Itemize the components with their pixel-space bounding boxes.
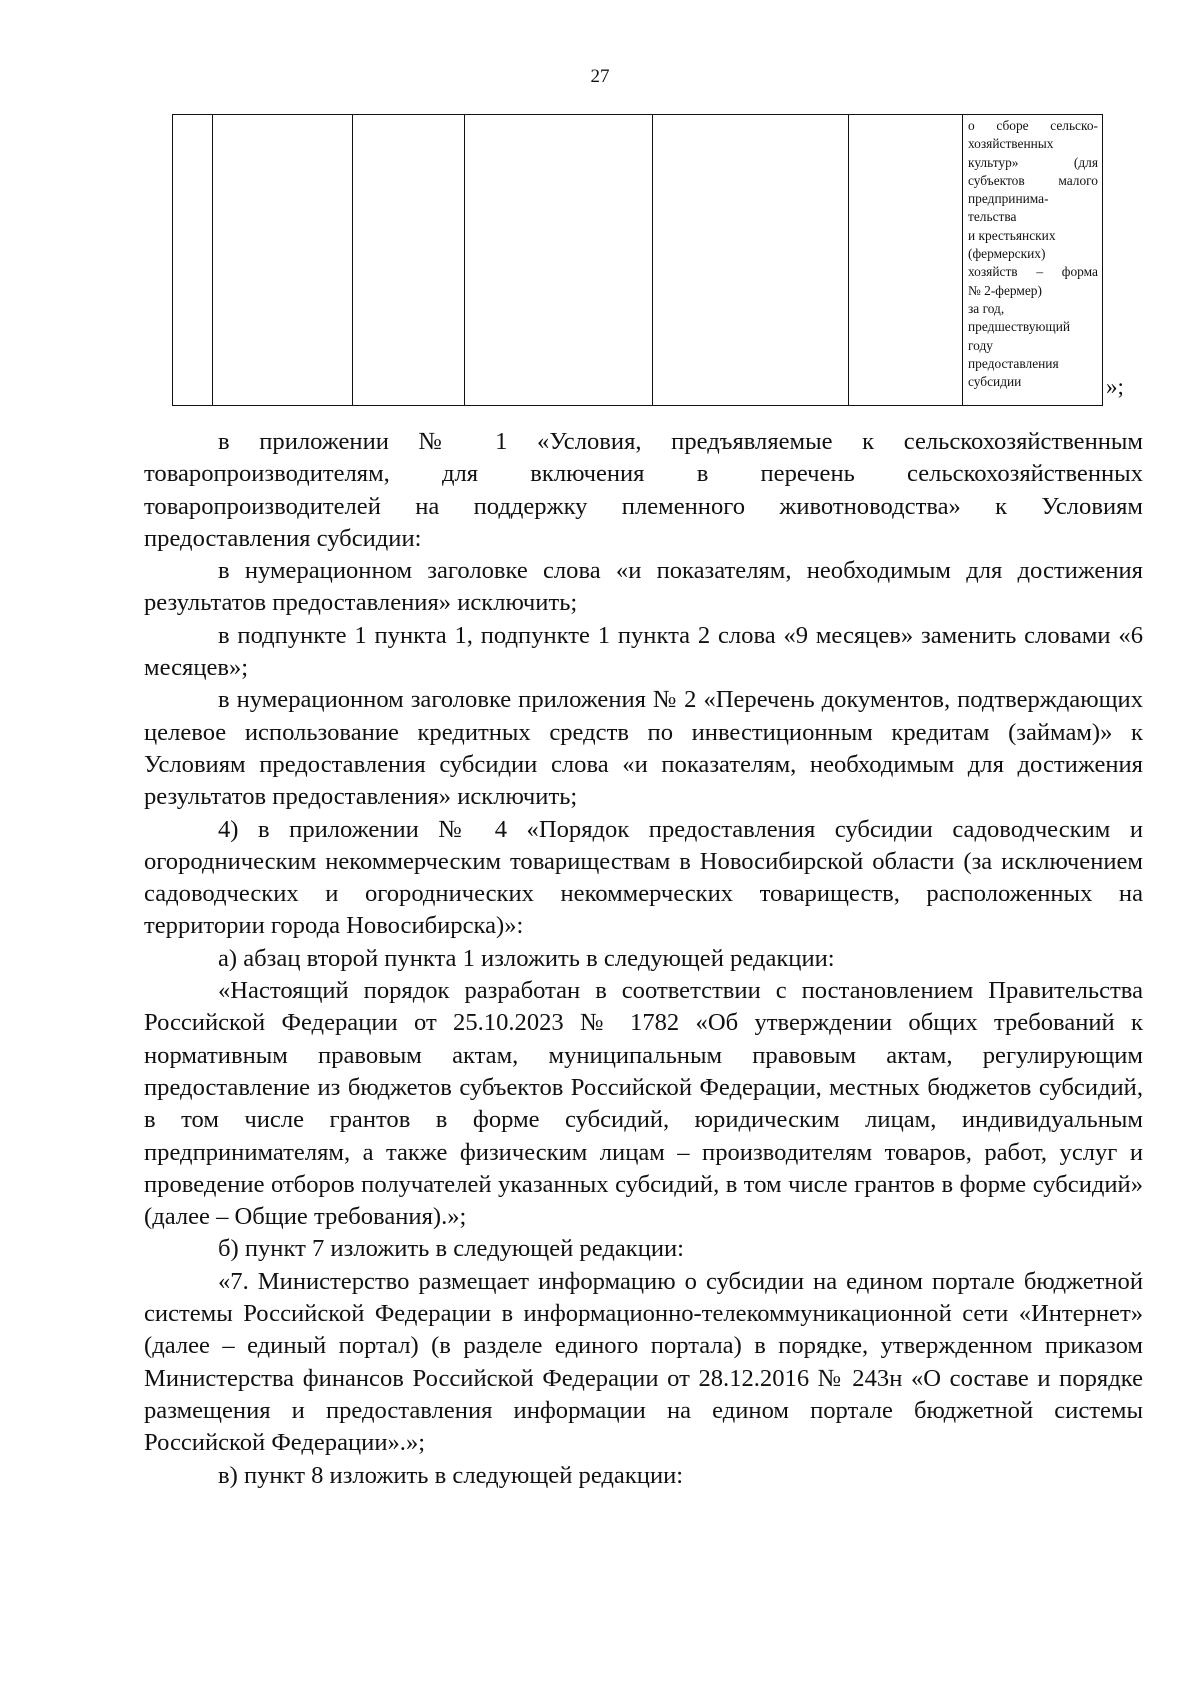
cell-line: (фермерских)	[968, 246, 1046, 262]
cell-line: предоставления	[968, 355, 1059, 371]
cell-line: субсидии	[968, 374, 1022, 390]
cell-line: предшествующий	[968, 319, 1071, 335]
cell-line: предпринима-	[968, 191, 1049, 207]
table-row	[173, 115, 1103, 406]
document-body	[144, 426, 1143, 1492]
table-cell	[173, 115, 213, 406]
table-cell-requirements	[963, 115, 1103, 406]
table-cell	[465, 115, 653, 406]
table-cell	[653, 115, 849, 406]
paragraph: в нумерационном заголовке приложения № 2 «Перечень документов, подтверждающих целевое использование кредитных средств по инвестиционным кредитам (займам)» к Условиям предоставления субсидии слова «и показателям, необходимым для достижения результатов предоставления» исключить;	[144, 686, 1143, 811]
cell-text	[968, 117, 1098, 391]
cell-line: году	[968, 337, 993, 353]
cell-line: хозяйств – форма	[968, 264, 1098, 280]
cell-line: о сборе сельско-	[968, 118, 1098, 133]
paragraph: б) пункт 7 изложить в следующей редакции:	[218, 1235, 685, 1263]
table-cell	[849, 115, 963, 406]
cell-line: хозяйственных	[968, 136, 1054, 152]
paragraph: 4) в приложении № 4 «Порядок предоставления субсидии садоводческим и огородническим некоммерческим товариществам в Новосибирской области (за исключением садоводческих и огороднических некоммерческих товариществ, расположенных на территории города Новосибирска)»:	[144, 815, 1143, 940]
paragraph: в) пункт 8 изложить в следующей редакции:	[218, 1461, 684, 1489]
table-closing-mark: »;	[1106, 374, 1124, 399]
continued-table	[172, 114, 1103, 406]
paragraph: «7. Министерство размещает информацию о субсидии на едином портале бюджетной системы Российской Федерации в информационно-телекоммуникационной сети «Интернет» (далее – единый портал) (в разделе единого портала) в порядке, утвержденном приказом Министерства финансов Российской Федерации от 28.12.2016 № 243н «О составе и порядке размещения и предоставления информации на едином портале бюджетной системы Российской Федерации».»;	[144, 1267, 1143, 1457]
cell-line: и крестьянских	[968, 227, 1056, 243]
cell-line: культур» (для	[968, 154, 1098, 170]
paragraph: «Настоящий порядок разработан в соответствии с постановлением Правительства Российской Федерации от 25.10.2023 № 1782 «Об утверждении общих требований к нормативным правовым актам, муниципальным правовым актам, регулирующим предоставление из бюджетов субъектов Российской Федерации, местных бюджетов субсидий, в том числе грантов в форме субсидий, юридическим лицам, индивидуальным предпринимателям, а также физическим лицам – производителям товаров, работ, услуг и проведение отборов получателей указанных субсидий, в том числе грантов в форме субсидий» (далее – Общие требования).»;	[144, 977, 1143, 1231]
table-cell	[213, 115, 353, 406]
cell-line: № 2-фермер)	[968, 282, 1042, 298]
page-number: 27	[590, 66, 610, 87]
paragraph: в подпункте 1 пункта 1, подпункте 1 пункта 2 слова «9 месяцев» заменить словами «6 месяцев»;	[144, 621, 1143, 682]
cell-line: субъектов малого	[968, 172, 1098, 188]
cell-line: за год,	[968, 300, 1005, 316]
paragraph: а) абзац второй пункта 1 изложить в следующей редакции:	[218, 944, 835, 972]
paragraph: в нумерационном заголовке слова «и показателям, необходимым для достижения результатов предоставления» исключить;	[144, 557, 1143, 617]
table-cell	[353, 115, 465, 406]
paragraph: в приложении № 1 «Условия, предъявляемые к сельскохозяйственным товаропроизводителям, для включения в перечень сельскохозяйственных товаропроизводителей на поддержку племенного животноводства» к Условиям предоставления субсидии:	[144, 428, 1143, 552]
cell-line: тельства	[968, 209, 1017, 225]
